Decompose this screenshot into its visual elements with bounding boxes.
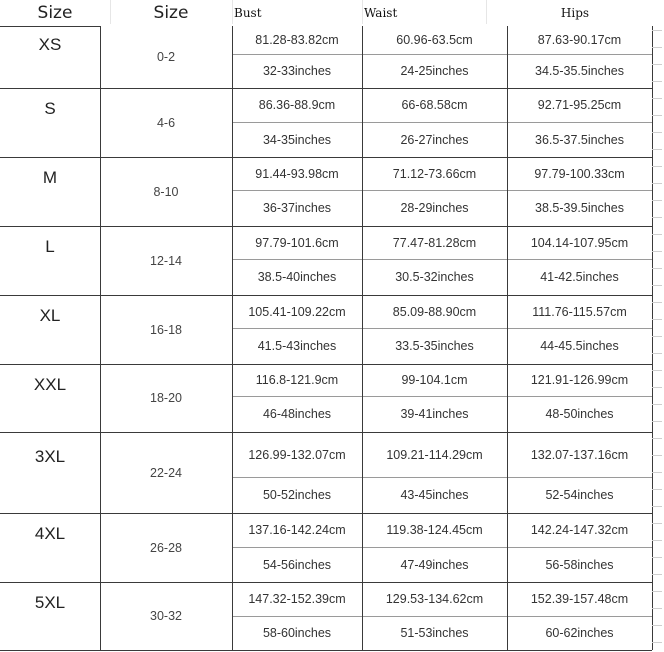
edge-tick (652, 642, 662, 643)
size-range: 0-2 (156, 50, 176, 64)
edge-tick (652, 251, 662, 252)
size-label: 5XL (34, 592, 66, 612)
row-divider (0, 432, 652, 433)
edge-tick (652, 132, 662, 133)
edge-tick (652, 557, 662, 558)
edge-tick (652, 370, 662, 371)
unit-divider (232, 190, 652, 191)
hips-cm: 97.79-100.33cm (534, 166, 625, 181)
size-range: 18-20 (150, 391, 182, 405)
size-range: 22-24 (150, 465, 182, 480)
edge-tick (652, 234, 662, 235)
waist-inches: 43-45inches (400, 488, 469, 502)
column-divider (362, 26, 363, 650)
hips-inches: 48-50inches (545, 407, 614, 421)
unit-divider (232, 122, 652, 123)
hips-inches: 60-62inches (545, 626, 614, 640)
hips-cm: 142.24-147.32cm (530, 523, 629, 537)
row-divider (0, 295, 652, 296)
edge-tick (652, 47, 662, 48)
edge-tick (652, 166, 662, 167)
size-range: 8-10 (153, 184, 179, 199)
header-waist: Waist (364, 6, 398, 20)
waist-cm: 77.47-81.28cm (392, 235, 477, 250)
unit-divider (232, 616, 652, 617)
column-divider (232, 26, 233, 650)
size-label: XL (39, 305, 61, 325)
column-divider (507, 26, 508, 650)
row-divider (0, 157, 652, 158)
waist-cm: 60.96-63.5cm (396, 33, 473, 47)
hips-inches: 38.5-39.5inches (535, 201, 624, 215)
header-size-range: Size (153, 3, 189, 23)
header-hips: Hips (560, 6, 590, 20)
size-label: XXL (33, 374, 67, 394)
waist-inches: 26-27inches (400, 132, 469, 147)
row-divider (0, 226, 652, 227)
size-range: 16-18 (150, 322, 182, 337)
size-range: 4-6 (156, 115, 176, 130)
bust-inches: 38.5-40inches (257, 270, 337, 284)
edge-tick (652, 455, 662, 456)
edge-tick (652, 285, 662, 286)
edge-tick (652, 200, 662, 201)
bust-inches: 41.5-43inches (257, 339, 337, 353)
header-size: Size (37, 3, 73, 23)
bust-inches: 58-60inches (262, 626, 332, 640)
hips-cm: 152.39-157.48cm (530, 592, 629, 606)
hips-inches: 44-45.5inches (540, 339, 619, 353)
header-divider (0, 26, 100, 27)
column-divider (100, 26, 101, 650)
edge-tick (652, 302, 662, 303)
size-label: M (42, 167, 58, 187)
edge-tick (652, 574, 662, 575)
waist-cm: 66-68.58cm (401, 98, 468, 112)
waist-cm: 129.53-134.62cm (385, 592, 484, 606)
edge-tick (652, 438, 662, 439)
size-range: 26-28 (150, 540, 182, 555)
edge-tick (652, 64, 662, 65)
bust-cm: 147.32-152.39cm (248, 592, 346, 606)
size-range: 12-14 (150, 253, 182, 268)
waist-inches: 47-49inches (400, 557, 469, 572)
edge-tick (652, 540, 662, 541)
bust-inches: 54-56inches (262, 557, 332, 572)
waist-inches: 39-41inches (400, 407, 469, 421)
size-label: 4XL (34, 523, 66, 543)
hips-inches: 34.5-35.5inches (535, 64, 624, 78)
unit-divider (232, 477, 652, 478)
bust-cm: 81.28-83.82cm (255, 33, 339, 47)
bust-inches: 34-35inches (262, 132, 332, 147)
edge-tick (652, 591, 662, 592)
bust-inches: 50-52inches (262, 488, 332, 502)
size-label: 3XL (34, 446, 66, 466)
bust-inches: 32-33inches (262, 64, 332, 78)
unit-divider (232, 54, 652, 55)
edge-tick (652, 336, 662, 337)
edge-tick (652, 387, 662, 388)
bust-cm: 137.16-142.24cm (248, 523, 346, 537)
edge-tick (652, 506, 662, 507)
bust-cm: 97.79-101.6cm (255, 235, 339, 250)
header-bust: Bust (234, 6, 262, 20)
waist-inches: 28-29inches (400, 201, 469, 215)
edge-tick (652, 115, 662, 116)
hips-inches: 56-58inches (545, 557, 614, 572)
unit-divider (232, 396, 652, 397)
hips-cm: 111.76-115.57cm (532, 304, 627, 319)
edge-tick (652, 149, 662, 150)
hips-cm: 92.71-95.25cm (537, 98, 622, 112)
row-divider (0, 650, 652, 651)
edge-tick (652, 353, 662, 354)
edge-tick (652, 472, 662, 473)
bust-cm: 126.99-132.07cm (248, 447, 346, 462)
size-range: 30-32 (150, 609, 182, 623)
edge-tick (652, 404, 662, 405)
edge-tick (652, 81, 662, 82)
waist-cm: 99-104.1cm (401, 373, 468, 387)
size-label: XS (38, 34, 62, 54)
edge-tick (652, 98, 662, 99)
edge-tick (652, 217, 662, 218)
bust-inches: 36-37inches (262, 201, 332, 215)
edge-tick (652, 625, 662, 626)
edge-tick (652, 30, 662, 31)
unit-divider (232, 328, 652, 329)
edge-tick (652, 319, 662, 320)
edge-tick (652, 183, 662, 184)
hips-inches: 52-54inches (545, 488, 614, 502)
waist-inches: 51-53inches (400, 626, 469, 640)
edge-tick (652, 268, 662, 269)
bust-cm: 116.8-121.9cm (255, 373, 339, 387)
waist-cm: 85.09-88.90cm (392, 304, 477, 319)
row-divider (0, 364, 652, 365)
size-label: L (45, 236, 55, 256)
row-divider (0, 582, 652, 583)
hips-inches: 41-42.5inches (540, 270, 619, 284)
unit-divider (232, 547, 652, 548)
waist-inches: 33.5-35inches (395, 339, 474, 353)
bust-cm: 91.44-93.98cm (255, 166, 339, 181)
bust-inches: 46-48inches (262, 407, 332, 421)
hips-cm: 87.63-90.17cm (537, 33, 622, 47)
edge-tick (652, 523, 662, 524)
edge-tick (652, 421, 662, 422)
waist-cm: 119.38-124.45cm (386, 523, 483, 537)
unit-divider (232, 259, 652, 260)
hips-cm: 132.07-137.16cm (530, 447, 629, 462)
waist-cm: 109.21-114.29cm (386, 447, 483, 462)
size-chart-header (0, 0, 664, 26)
bust-cm: 86.36-88.9cm (258, 98, 336, 112)
waist-cm: 71.12-73.66cm (392, 166, 477, 181)
row-divider (0, 88, 652, 89)
hips-cm: 104.14-107.95cm (530, 235, 629, 250)
hips-inches: 36.5-37.5inches (535, 132, 624, 147)
waist-inches: 24-25inches (400, 64, 469, 78)
hips-cm: 121.91-126.99cm (530, 373, 629, 387)
size-label: S (44, 98, 56, 118)
bust-cm: 105.41-109.22cm (248, 304, 346, 319)
waist-inches: 30.5-32inches (395, 270, 474, 284)
edge-tick (652, 489, 662, 490)
edge-tick (652, 608, 662, 609)
row-divider (0, 513, 652, 514)
